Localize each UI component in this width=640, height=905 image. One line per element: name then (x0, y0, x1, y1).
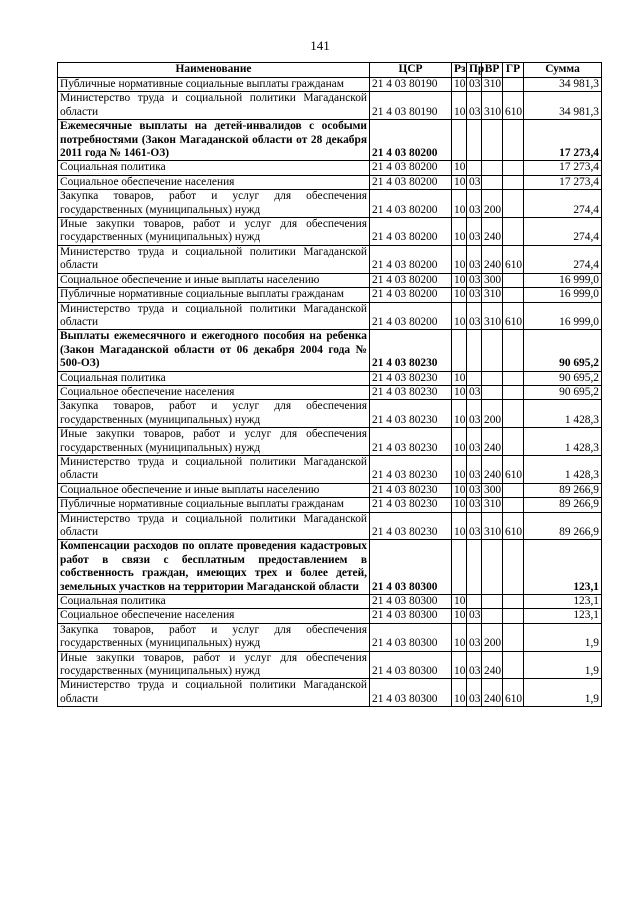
row-name: Социальная политика (58, 595, 370, 609)
row-rz: 10 (452, 428, 467, 456)
row-name: Публичные нормативные социальные выплаты гражданам (58, 78, 370, 92)
row-csr: 21 4 03 80230 (370, 385, 452, 399)
row-name: Социальное обеспечение и иные выплаты населению (58, 273, 370, 287)
row-pr: 03 (467, 679, 482, 707)
row-rz: 10 (452, 302, 467, 330)
row-gr (503, 288, 524, 302)
table-row (58, 483, 602, 497)
row-vr (482, 120, 503, 161)
row-sum: 123,1 (524, 540, 602, 595)
row-name: Министерство труда и социальной политики Магаданской области (58, 92, 370, 120)
row-sum: 17 273,4 (524, 175, 602, 189)
row-name: Закупка товаров, работ и услуг для обеспечения государственных (муниципальных) нужд (58, 623, 370, 651)
row-name: Социальная политика (58, 371, 370, 385)
row-name: Публичные нормативные социальные выплаты гражданам (58, 498, 370, 512)
row-rz (452, 120, 467, 161)
row-name: Министерство труда и социальной политики Магаданской области (58, 245, 370, 273)
row-pr (467, 330, 482, 371)
table-row (58, 371, 602, 385)
row-csr: 21 4 03 80300 (370, 595, 452, 609)
row-rz: 10 (452, 595, 467, 609)
row-vr: 200 (482, 190, 503, 218)
table-row (58, 161, 602, 175)
row-name: Компенсации расходов по оплате проведения кадастровых работ в связи с бесплатным предоставлением в собственность граждан, имеющих трех и более детей, земельных участков на территории Магаданской области (58, 540, 370, 595)
header-sum: Сумма (524, 63, 602, 78)
row-sum: 1,9 (524, 651, 602, 679)
row-vr: 310 (482, 302, 503, 330)
row-sum: 34 981,3 (524, 78, 602, 92)
table-row (58, 218, 602, 246)
row-vr: 200 (482, 623, 503, 651)
row-gr (503, 385, 524, 399)
table-row (58, 512, 602, 540)
row-rz: 10 (452, 609, 467, 623)
row-sum: 90 695,2 (524, 385, 602, 399)
table-row-section (58, 330, 602, 371)
table-row-section (58, 540, 602, 595)
table-row (58, 623, 602, 651)
row-gr (503, 161, 524, 175)
row-name: Министерство труда и социальной политики Магаданской области (58, 679, 370, 707)
table-row (58, 175, 602, 189)
row-csr: 21 4 03 80300 (370, 679, 452, 707)
row-name: Социальное обеспечение населения (58, 385, 370, 399)
row-sum: 16 999,0 (524, 273, 602, 287)
row-csr: 21 4 03 80300 (370, 623, 452, 651)
row-sum: 16 999,0 (524, 302, 602, 330)
row-vr: 310 (482, 288, 503, 302)
row-pr: 03 (467, 609, 482, 623)
table-header-row (58, 63, 602, 78)
row-pr: 03 (467, 400, 482, 428)
row-rz: 10 (452, 498, 467, 512)
table-row (58, 245, 602, 273)
row-sum: 1,9 (524, 679, 602, 707)
row-rz: 10 (452, 273, 467, 287)
row-sum: 123,1 (524, 609, 602, 623)
row-pr: 03 (467, 498, 482, 512)
row-rz: 10 (452, 651, 467, 679)
row-gr (503, 190, 524, 218)
row-gr (503, 78, 524, 92)
row-sum: 274,4 (524, 245, 602, 273)
row-csr: 21 4 03 80230 (370, 498, 452, 512)
row-gr: 610 (503, 92, 524, 120)
row-rz: 10 (452, 245, 467, 273)
row-gr (503, 218, 524, 246)
header-pr: Пр (467, 63, 482, 78)
row-vr: 310 (482, 78, 503, 92)
row-csr: 21 4 03 80230 (370, 400, 452, 428)
row-pr (467, 120, 482, 161)
row-pr (467, 161, 482, 175)
row-gr (503, 595, 524, 609)
row-vr: 310 (482, 512, 503, 540)
header-vr: ВР (482, 63, 503, 78)
row-csr: 21 4 03 80230 (370, 455, 452, 483)
row-csr: 21 4 03 80300 (370, 651, 452, 679)
table-row (58, 385, 602, 399)
table-row (58, 455, 602, 483)
table-row (58, 288, 602, 302)
row-gr (503, 540, 524, 595)
table-row (58, 78, 602, 92)
row-rz: 10 (452, 175, 467, 189)
row-vr: 240 (482, 679, 503, 707)
row-gr (503, 651, 524, 679)
row-gr (503, 400, 524, 428)
row-pr: 03 (467, 428, 482, 456)
row-csr: 21 4 03 80200 (370, 190, 452, 218)
row-gr: 610 (503, 512, 524, 540)
row-name: Социальное обеспечение и иные выплаты населению (58, 483, 370, 497)
row-name: Социальное обеспечение населения (58, 609, 370, 623)
row-sum: 89 266,9 (524, 512, 602, 540)
row-vr (482, 385, 503, 399)
row-sum: 274,4 (524, 218, 602, 246)
row-gr (503, 623, 524, 651)
row-pr (467, 595, 482, 609)
row-vr: 240 (482, 428, 503, 456)
row-gr (503, 371, 524, 385)
row-pr: 03 (467, 273, 482, 287)
header-name: Наименование (58, 63, 370, 78)
row-pr: 03 (467, 175, 482, 189)
row-name: Иные закупки товаров, работ и услуг для обеспечения государственных (муниципальных) нужд (58, 218, 370, 246)
table-row (58, 302, 602, 330)
row-csr: 21 4 03 80200 (370, 288, 452, 302)
row-name: Ежемесячные выплаты на детей-инвалидов с особыми потребностями (Закон Магаданской области от 28 декабря 2011 года № 1461-ОЗ) (58, 120, 370, 161)
page-number: 141 (310, 38, 330, 53)
row-name: Министерство труда и социальной политики Магаданской области (58, 302, 370, 330)
table-row (58, 273, 602, 287)
row-name: Социальная политика (58, 161, 370, 175)
row-rz: 10 (452, 679, 467, 707)
row-rz: 10 (452, 92, 467, 120)
row-gr (503, 175, 524, 189)
row-gr (503, 120, 524, 161)
row-sum: 123,1 (524, 595, 602, 609)
row-pr: 03 (467, 623, 482, 651)
row-csr: 21 4 03 80200 (370, 218, 452, 246)
row-pr: 03 (467, 455, 482, 483)
table-row-section (58, 120, 602, 161)
row-csr: 21 4 03 80200 (370, 302, 452, 330)
row-vr (482, 161, 503, 175)
header-csr: ЦСР (370, 63, 452, 78)
row-vr: 300 (482, 483, 503, 497)
row-csr: 21 4 03 80300 (370, 609, 452, 623)
table-row (58, 400, 602, 428)
header-rz: Рз (452, 63, 467, 78)
budget-table (57, 62, 602, 707)
row-rz: 10 (452, 455, 467, 483)
row-vr (482, 540, 503, 595)
table-row (58, 595, 602, 609)
row-vr (482, 595, 503, 609)
row-csr: 21 4 03 80200 (370, 175, 452, 189)
row-pr: 03 (467, 288, 482, 302)
row-name: Закупка товаров, работ и услуг для обеспечения государственных (муниципальных) нужд (58, 190, 370, 218)
row-vr: 310 (482, 92, 503, 120)
row-name: Социальное обеспечение населения (58, 175, 370, 189)
row-csr: 21 4 03 80230 (370, 483, 452, 497)
row-csr: 21 4 03 80230 (370, 371, 452, 385)
row-pr: 03 (467, 651, 482, 679)
row-sum: 34 981,3 (524, 92, 602, 120)
row-vr: 310 (482, 498, 503, 512)
row-rz: 10 (452, 288, 467, 302)
row-csr: 21 4 03 80190 (370, 92, 452, 120)
row-name: Публичные нормативные социальные выплаты гражданам (58, 288, 370, 302)
row-rz: 10 (452, 190, 467, 218)
row-csr: 21 4 03 80230 (370, 428, 452, 456)
row-vr: 300 (482, 273, 503, 287)
row-gr (503, 498, 524, 512)
row-name: Выплаты ежемесячного и ежегодного пособия на ребенка (Закон Магаданской области от 06 декабря 2004 года № 500-ОЗ) (58, 330, 370, 371)
row-rz: 10 (452, 400, 467, 428)
row-pr: 03 (467, 385, 482, 399)
row-sum: 90 695,2 (524, 330, 602, 371)
row-gr (503, 609, 524, 623)
row-rz: 10 (452, 385, 467, 399)
table-row (58, 498, 602, 512)
row-pr: 03 (467, 92, 482, 120)
row-gr (503, 428, 524, 456)
row-gr (503, 330, 524, 371)
row-sum: 17 273,4 (524, 120, 602, 161)
row-sum: 90 695,2 (524, 371, 602, 385)
row-gr: 610 (503, 679, 524, 707)
row-vr: 200 (482, 400, 503, 428)
row-name: Иные закупки товаров, работ и услуг для обеспечения государственных (муниципальных) нужд (58, 428, 370, 456)
row-rz: 10 (452, 78, 467, 92)
row-vr (482, 175, 503, 189)
row-sum: 1 428,3 (524, 400, 602, 428)
row-sum: 1 428,3 (524, 428, 602, 456)
row-pr (467, 371, 482, 385)
row-vr: 240 (482, 218, 503, 246)
row-pr: 03 (467, 78, 482, 92)
row-rz: 10 (452, 623, 467, 651)
row-gr (503, 483, 524, 497)
row-csr: 21 4 03 80230 (370, 330, 452, 371)
row-csr: 21 4 03 80200 (370, 120, 452, 161)
row-sum: 274,4 (524, 190, 602, 218)
row-csr: 21 4 03 80300 (370, 540, 452, 595)
row-pr: 03 (467, 483, 482, 497)
row-name: Министерство труда и социальной политики Магаданской области (58, 512, 370, 540)
row-sum: 16 999,0 (524, 288, 602, 302)
row-rz: 10 (452, 371, 467, 385)
row-sum: 89 266,9 (524, 483, 602, 497)
row-pr (467, 540, 482, 595)
row-name: Министерство труда и социальной политики Магаданской области (58, 455, 370, 483)
row-csr: 21 4 03 80230 (370, 512, 452, 540)
row-vr (482, 371, 503, 385)
table-row (58, 428, 602, 456)
row-csr: 21 4 03 80200 (370, 273, 452, 287)
row-pr: 03 (467, 218, 482, 246)
header-gr: ГР (503, 63, 524, 78)
row-rz: 10 (452, 512, 467, 540)
table-body (58, 78, 602, 707)
table-row (58, 651, 602, 679)
row-pr: 03 (467, 512, 482, 540)
row-gr: 610 (503, 302, 524, 330)
row-gr: 610 (503, 455, 524, 483)
table-row (58, 609, 602, 623)
row-gr (503, 273, 524, 287)
row-sum: 1 428,3 (524, 455, 602, 483)
row-name: Закупка товаров, работ и услуг для обеспечения государственных (муниципальных) нужд (58, 400, 370, 428)
table-row (58, 190, 602, 218)
row-gr: 610 (503, 245, 524, 273)
row-pr: 03 (467, 190, 482, 218)
row-vr: 240 (482, 651, 503, 679)
row-pr: 03 (467, 245, 482, 273)
table-row (58, 679, 602, 707)
row-rz: 10 (452, 161, 467, 175)
row-pr: 03 (467, 302, 482, 330)
row-sum: 1,9 (524, 623, 602, 651)
row-rz (452, 330, 467, 371)
row-rz: 10 (452, 483, 467, 497)
row-sum: 17 273,4 (524, 161, 602, 175)
row-csr: 21 4 03 80200 (370, 245, 452, 273)
row-name: Иные закупки товаров, работ и услуг для обеспечения государственных (муниципальных) нужд (58, 651, 370, 679)
row-sum: 89 266,9 (524, 498, 602, 512)
row-vr: 240 (482, 245, 503, 273)
row-vr (482, 609, 503, 623)
row-csr: 21 4 03 80200 (370, 161, 452, 175)
row-rz: 10 (452, 218, 467, 246)
row-vr: 240 (482, 455, 503, 483)
row-csr: 21 4 03 80190 (370, 78, 452, 92)
row-vr (482, 330, 503, 371)
row-rz (452, 540, 467, 595)
table-row (58, 92, 602, 120)
